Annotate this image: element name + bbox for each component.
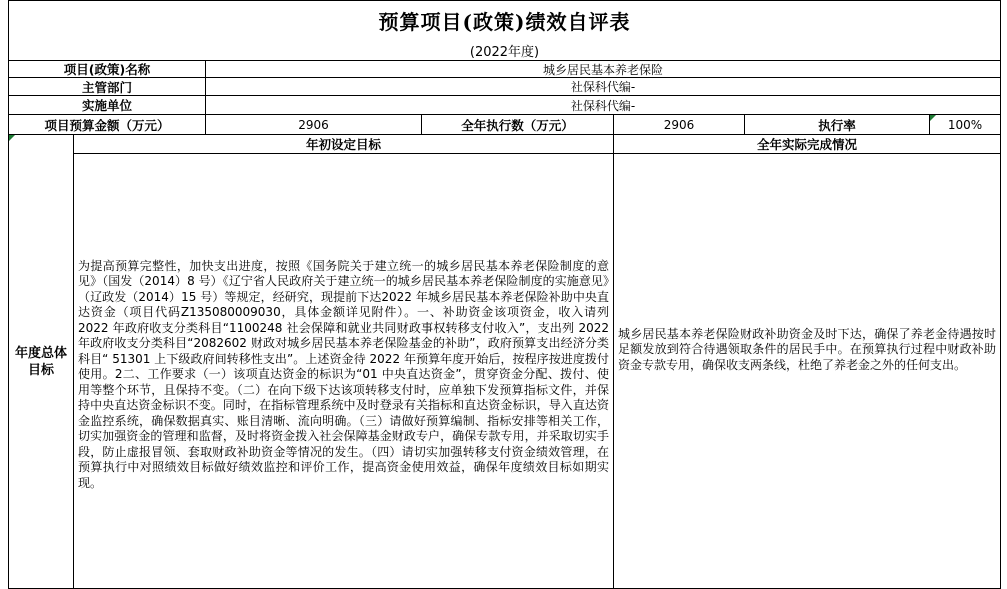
- page-title: 预算项目(政策)绩效自评表: [378, 9, 631, 34]
- budget-label[interactable]: 项目预算金额（万元）: [8, 114, 206, 135]
- exec-amount-label[interactable]: 全年执行数（万元）: [421, 114, 614, 135]
- annual-goal-label-text: 年度总体目标: [14, 345, 67, 378]
- budget-value[interactable]: 2906: [205, 114, 422, 135]
- annual-goal-label[interactable]: [8, 134, 74, 589]
- department-value[interactable]: 社保科代编-: [205, 77, 1001, 96]
- initial-goal-text-cell[interactable]: [73, 153, 614, 589]
- cell-comment-marker-icon: [9, 135, 15, 141]
- title-cell[interactable]: [8, 0, 1001, 61]
- implementer-value[interactable]: 社保科代编-: [205, 95, 1001, 115]
- exec-amount-value[interactable]: 2906: [613, 114, 745, 135]
- initial-goal-text: 为提高预算完整性，加快支出进度，按照《国务院关于建立统一的城乡居民基本养老保险制度的意见》（国发（2014）8 号）《辽宁省人民政府关于建立统一的城乡居民基本养老保险制度的实施意见》（辽政发（2014）15 号）等规定，经研究，现提前下达2022 年城乡居民基本养老保险补助中央直达资金（项目代码Z135080009030，具体金额详见附件）。一、补助资金该项资金，收入请列 2022 年政府收支分类科目“1100248 社会保障和就业共同财政事权转移支付收入”，支出列 2022 年政府收支分类科目“2082602 财政对城乡居民基本养老保险基金的补助”，政府预算支出经济分类科目“ 51301 上下级政府间转移性支出”。上述资金待 2022 年预算年度开始后，按程序按进度拨付使用。2二、工作要求（一）该项直达资金的标识为“01 中央直达资金”，贯穿资金分配、拨付、使用等整个环节，且保持不变。（二）在向下级下达该项转移支付时，应单独下发预算指标文件，并保持中央直达资金标识不变。同时，在指标管理系统中及时登录有关指标和直达资金标识，导入直达资金监控系统，确保数据真实、账目清晰、流向明确。（三）请做好预算编制、指标安排等相关工作，切实加强资金的管理和监督，及时将资金拨入社会保障基金财政专户，确保专款专用，并采取切实手段，防止虚报冒领、套取财政补助资金等情况的发生。（四）请切实加强转移支付资金绩效管理，在预算执行中对照绩效目标做好绩效监控和评价工作，提高资金使用效益，确保年度绩效目标如期实现。: [78, 258, 609, 490]
- implementer-label[interactable]: 实施单位: [8, 95, 206, 115]
- cell-comment-marker-icon: [930, 115, 936, 121]
- actual-completion-header[interactable]: 全年实际完成情况: [613, 134, 1001, 154]
- actual-completion-text: 城乡居民基本养老保险财政补助资金及时下达，确保了养老金待遇按时足额发放到符合待遇领取条件的居民手中。在预算执行过程中财政补助资金专款专用，确保收支两条线，杜绝了养老金之外的任何支出。: [618, 326, 996, 372]
- actual-completion-text-cell[interactable]: [613, 153, 1001, 589]
- project-name-label[interactable]: 项目(政策)名称: [8, 60, 206, 78]
- page-subtitle: (2022年度): [469, 44, 540, 60]
- exec-rate-label[interactable]: 执行率: [744, 114, 930, 135]
- exec-rate-value[interactable]: 100%: [929, 114, 1001, 135]
- initial-goal-header[interactable]: 年初设定目标: [73, 134, 614, 154]
- department-label[interactable]: 主管部门: [8, 77, 206, 96]
- project-name-value[interactable]: 城乡居民基本养老保险: [205, 60, 1001, 78]
